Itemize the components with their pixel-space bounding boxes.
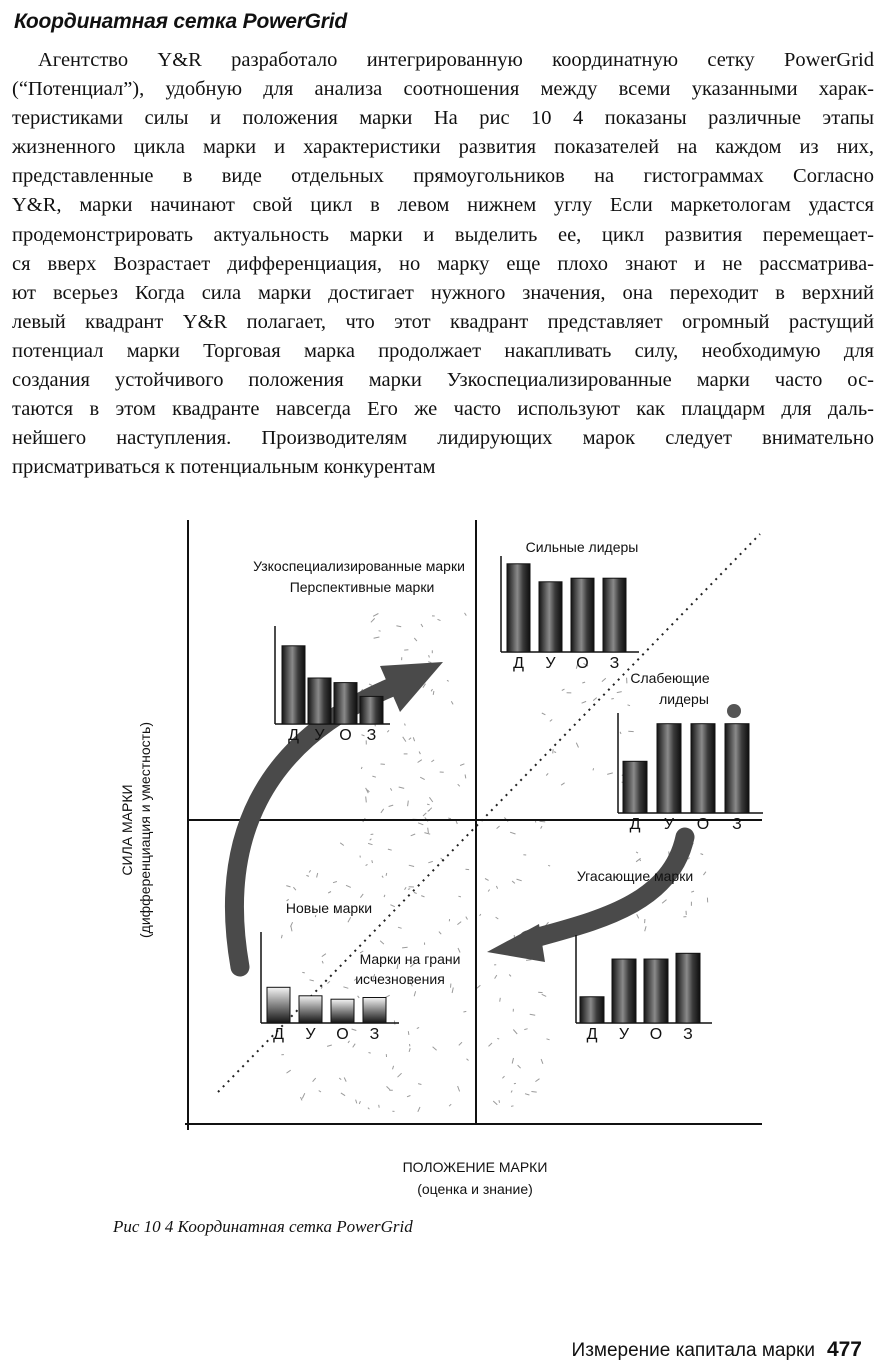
paragraph-line: жизненного цикла марки и характеристики развития показателей на каждом из них, [12, 136, 874, 159]
bar-letter-weakening_leaders-3: З [732, 816, 742, 833]
new-brands-chart [261, 932, 399, 1043]
speckle [428, 810, 430, 811]
speckle [637, 914, 639, 918]
y-axis-label-line1: СИЛА МАРКИ [119, 784, 135, 876]
speckle [535, 1079, 539, 1082]
bar-letter-new_brands-3: З [369, 1026, 380, 1043]
bar-letter-niche-0: Д [288, 727, 299, 744]
speckle [427, 804, 430, 805]
speckle [405, 887, 407, 890]
speckle [438, 619, 441, 620]
paragraph-line: представленные в виде отдельных прямоугольников на гистограммах Согласно [12, 165, 874, 188]
speckle [414, 991, 415, 996]
speckle [408, 1031, 409, 1035]
speckle [368, 843, 372, 844]
speckle [403, 737, 406, 742]
speckle [433, 691, 434, 695]
speckle [360, 894, 363, 898]
bar-letter-weakening_leaders-0: Д [629, 816, 641, 833]
page-footer [572, 1338, 862, 1362]
bar-new_brands-1 [299, 996, 322, 1023]
speckle [386, 873, 387, 876]
speckle [465, 613, 467, 616]
speckle [293, 887, 296, 890]
speckle [439, 932, 441, 935]
speckle [409, 865, 414, 866]
speckle [542, 713, 546, 715]
speckle [541, 1059, 543, 1064]
bar-strong_leaders-1 [539, 582, 562, 652]
speckle [447, 680, 449, 681]
y-axis-label-line2: (дифференциация и уместность) [137, 722, 153, 938]
bar-letter-strong_leaders-2: О [576, 655, 589, 672]
speckle [379, 631, 381, 632]
speckle [458, 896, 461, 897]
bar-strong_leaders-3 [603, 578, 626, 652]
decline-arrow [528, 837, 685, 940]
speckle [636, 852, 638, 853]
paragraph-line: теристиками силы и положения марки На рис 10 4 показаны различные этапы [12, 107, 874, 130]
speckle [408, 889, 410, 890]
speckle [370, 839, 372, 841]
speckle [428, 662, 431, 663]
speckle [688, 858, 689, 860]
section-title: Координатная сетка PowerGrid [14, 10, 348, 33]
bar-edge_of_extinction-2 [644, 959, 668, 1023]
speckle [419, 752, 420, 755]
speckle [402, 947, 408, 948]
speckle [302, 1093, 305, 1098]
speckle [369, 1053, 371, 1054]
speckle [499, 1100, 500, 1103]
speckle [396, 626, 401, 627]
niche-label-line2: Перспективные марки [289, 579, 435, 595]
speckle [361, 767, 362, 769]
speckle [399, 787, 405, 788]
speckle [582, 682, 585, 683]
bar-letter-edge_of_extinction-2: О [649, 1026, 663, 1043]
speckle [553, 749, 554, 753]
speckle [369, 684, 372, 686]
speckle [449, 1104, 451, 1106]
speckle [371, 618, 375, 622]
speckle [547, 1039, 550, 1040]
speckle [493, 1101, 497, 1105]
speckle [526, 960, 531, 961]
bar-weakening_leaders-0 [623, 761, 647, 813]
speckle [428, 861, 433, 862]
speckle [390, 788, 391, 790]
speckle [495, 975, 497, 979]
speckle [542, 994, 547, 996]
speckle [291, 922, 293, 926]
weakening-leaders-chart [618, 713, 763, 833]
bar-new_brands-3 [363, 998, 386, 1024]
speckle [393, 1066, 394, 1070]
bar-letter-strong_leaders-3: З [609, 655, 620, 672]
bar-niche-0 [282, 646, 305, 724]
speckle [362, 735, 365, 736]
speckle [346, 885, 351, 887]
paragraph-line: ся вверх Возрастает дифференциация, но марку еще плохо знают и не рассматрива- [12, 252, 874, 275]
speckle [418, 1084, 421, 1085]
strong-leaders-label: Сильные лидеры [525, 539, 639, 555]
speckle [389, 805, 394, 806]
bar-edge_of_extinction-0 [580, 997, 604, 1023]
x-axis-label-line1: ПОЛОЖЕНИЕ МАРКИ [402, 1159, 548, 1175]
bar-letter-new_brands-0: Д [273, 1026, 284, 1043]
speckle [530, 1014, 536, 1015]
speckle [561, 783, 565, 785]
speckle [353, 1044, 356, 1048]
speckle [511, 1091, 512, 1093]
speckle [372, 776, 376, 777]
speckle [431, 689, 432, 691]
paragraph-line: Y&R, марки начинают свой цикл в левом нижнем углу Если маркетологам удастся [12, 194, 874, 217]
speckle [356, 1100, 357, 1104]
speckle [409, 738, 411, 740]
bar-strong_leaders-2 [571, 578, 594, 652]
paragraph-line: (“Потенциал”), удобную для анализа соотношения между всеми указанными харак- [12, 78, 874, 101]
new-brands-label: Новые марки [285, 900, 373, 916]
speckle [517, 879, 522, 881]
speckle [451, 701, 453, 704]
speckle [344, 1078, 346, 1082]
powergrid-diagram [110, 512, 790, 1202]
speckle [496, 917, 499, 919]
bar-letter-strong_leaders-0: Д [513, 655, 524, 672]
speckle [317, 873, 318, 878]
speckle [628, 705, 631, 706]
speckle [398, 927, 402, 928]
weakening-leaders-label-line2: лидеры [659, 691, 709, 707]
speckle [477, 985, 481, 988]
speckle [550, 720, 552, 722]
speckle [366, 797, 367, 803]
decline-arrow-head [487, 924, 545, 962]
speckle [518, 1065, 521, 1068]
speckle [611, 699, 614, 700]
speckle [411, 834, 416, 836]
bar-weakening_leaders-1 [657, 724, 681, 813]
bar-new_brands-0 [267, 987, 290, 1023]
speckle [319, 1091, 321, 1092]
paragraph-line: продемонстрировать актуальность марки и выделить ее, цикл развития перемещает- [12, 223, 874, 246]
speckle [548, 865, 550, 866]
speckle [509, 975, 511, 977]
growth-arrow-head [380, 662, 443, 712]
speckle [407, 1096, 410, 1097]
speckle [373, 614, 378, 617]
paragraph-line: нейшего наступления. Производителям лидирующих марок следует внимательно [12, 427, 874, 450]
speckle [368, 1108, 370, 1110]
speckle [525, 1094, 529, 1095]
speckle [431, 760, 434, 762]
speckle [302, 972, 305, 973]
paragraph-line: создания устойчивого положения марки Узкоспециализированные марки часто ос- [12, 369, 874, 392]
speckle [467, 1059, 469, 1061]
speckle [382, 876, 383, 878]
speckle [428, 828, 429, 834]
page-number: 477 [826, 1338, 862, 1361]
speckle [593, 768, 594, 770]
speckle [327, 1045, 332, 1046]
speckle [384, 895, 385, 897]
speckle [465, 775, 466, 779]
speckle [390, 905, 394, 907]
speckle [602, 678, 606, 681]
speckle [460, 764, 464, 766]
speckle [380, 941, 384, 944]
speckle [703, 872, 706, 875]
speckle [301, 1097, 303, 1100]
speckle [418, 823, 423, 825]
speckle [424, 833, 430, 835]
speckle [333, 882, 337, 883]
edge-label-line1: Марки на грани [359, 951, 461, 967]
paragraph-line: Агентство Y&R разработало интегрированную координатную сетку PowerGrid [38, 49, 874, 71]
speckle [458, 1086, 460, 1091]
bar-weakening_leaders-2 [691, 724, 715, 813]
speckle [343, 987, 348, 989]
speckle [322, 961, 323, 963]
speckle [457, 922, 461, 925]
bar-letter-edge_of_extinction-1: У [618, 1026, 630, 1043]
speckle [421, 896, 424, 897]
strong-leaders-chart [501, 556, 639, 672]
speckle [387, 1086, 391, 1089]
speckle [341, 1093, 345, 1096]
figure-caption: Рис 10 4 Координатная сетка PowerGrid [113, 1217, 413, 1236]
speckle [511, 1106, 513, 1107]
bar-new_brands-2 [331, 999, 354, 1023]
speckle [617, 692, 622, 693]
speckle [513, 1030, 517, 1035]
speckle [339, 1078, 341, 1080]
speckle [287, 1070, 291, 1073]
bar-weakening_leaders-3 [725, 724, 749, 813]
speckle [328, 892, 331, 894]
x-axis-label-line2: (оценка и знание) [417, 1181, 533, 1197]
speckle [701, 854, 704, 855]
speckle [510, 832, 515, 834]
speckle [489, 1043, 493, 1046]
speckle [413, 737, 414, 741]
speckle [387, 730, 389, 732]
bar-letter-weakening_leaders-1: У [663, 816, 675, 833]
speckle [448, 818, 451, 819]
speckle [420, 777, 425, 779]
speckle [359, 1101, 360, 1104]
body-paragraph [12, 46, 874, 482]
speckle [485, 879, 489, 881]
speckle [497, 826, 500, 829]
speckle [418, 1107, 420, 1112]
speckle [562, 689, 565, 690]
speckle [502, 1076, 504, 1078]
speckle [372, 860, 373, 863]
speckle [327, 981, 330, 983]
speckle [418, 760, 422, 763]
speckle [662, 900, 666, 904]
speckle [381, 809, 384, 813]
speckle [433, 1047, 437, 1051]
speckle [322, 954, 326, 957]
speckle [524, 1029, 527, 1030]
speckle [540, 821, 546, 822]
running-title: Измерение капитала марки [571, 1340, 815, 1361]
speckle [582, 701, 587, 703]
speckle [645, 926, 646, 931]
speckle [452, 988, 453, 994]
edge-label-line2: исчезновения [355, 971, 445, 987]
speckle [414, 638, 417, 641]
speckle [281, 935, 282, 938]
speckle [286, 886, 290, 887]
bar-niche-3 [360, 696, 383, 724]
bar-niche-2 [334, 683, 357, 724]
speckle [417, 1027, 419, 1028]
speckle [309, 870, 311, 872]
speckle [512, 1058, 513, 1064]
speckle [352, 1029, 357, 1031]
speckle [512, 881, 515, 883]
speckle [358, 996, 360, 998]
speckle [480, 914, 481, 916]
speckle [463, 1011, 466, 1012]
speckle [423, 813, 426, 816]
speckle [429, 797, 432, 802]
speckle [409, 1048, 410, 1052]
speckle [374, 637, 380, 638]
niche-label-line1: Узкоспециализированные марки [253, 558, 465, 574]
speckle [366, 864, 368, 865]
speckle [593, 698, 597, 701]
bar-edge_of_extinction-1 [612, 959, 636, 1023]
speckle [398, 1073, 402, 1077]
speckle [531, 1092, 536, 1093]
speckle [466, 917, 468, 920]
speckle [496, 886, 497, 889]
speckle [310, 980, 314, 981]
edge-brands-chart [576, 935, 712, 1043]
speckle [408, 801, 409, 807]
paragraph-line: присматриваться к потенциальным конкурентам [12, 456, 436, 479]
speckle [500, 998, 501, 1002]
speckle [313, 1078, 316, 1082]
paragraph-line: левый квадрант Y&R полагает, что этот квадрант представляет огромный растущий [12, 310, 874, 333]
speckle [541, 826, 542, 829]
bar-letter-edge_of_extinction-3: З [683, 1026, 693, 1043]
speckle [429, 655, 430, 657]
paragraph-line: ют всерьез Когда сила марки достигает нужного значения, она переходит в верхний [12, 281, 874, 304]
bar-niche-1 [308, 678, 331, 724]
bar-letter-edge_of_extinction-0: Д [586, 1026, 598, 1043]
speckle [379, 1105, 380, 1108]
speckle [546, 773, 548, 775]
speckle [306, 875, 309, 876]
speckle [421, 624, 423, 627]
bar-letter-niche-2: О [339, 727, 352, 744]
speckle [414, 892, 417, 893]
weakening-leaders-label-line1: Слабеющие [630, 670, 710, 686]
speckle [576, 743, 578, 748]
speckle [554, 752, 556, 753]
speckle [459, 1042, 462, 1045]
bar-strong_leaders-0 [507, 564, 530, 652]
bar-edge_of_extinction-3 [676, 953, 700, 1023]
bar-letter-new_brands-2: О [336, 1026, 349, 1043]
speckle [340, 843, 344, 846]
speckle [348, 917, 351, 922]
paragraph-line: таются в этом квадранте навсегда Его же часто используют как плацдарм для даль- [12, 398, 874, 421]
speckle [607, 773, 613, 775]
weakening-marker [727, 704, 741, 718]
speckle [388, 849, 392, 850]
bar-letter-new_brands-1: У [305, 1026, 316, 1043]
speckle [691, 891, 694, 892]
speckle [405, 724, 406, 726]
paragraph-line: потенциал марки Торговая марка продолжает накапливать силу, необходимую для [12, 339, 874, 362]
speckle [497, 1038, 499, 1039]
speckle [488, 890, 489, 892]
bar-letter-weakening_leaders-2: О [696, 816, 710, 833]
declining-brands-label: Угасающие марки [576, 868, 694, 884]
bar-letter-strong_leaders-1: У [545, 655, 556, 672]
bar-letter-niche-1: У [314, 727, 325, 744]
bar-letter-niche-3: З [366, 727, 377, 744]
speckle [620, 732, 621, 734]
speckle [458, 784, 460, 786]
